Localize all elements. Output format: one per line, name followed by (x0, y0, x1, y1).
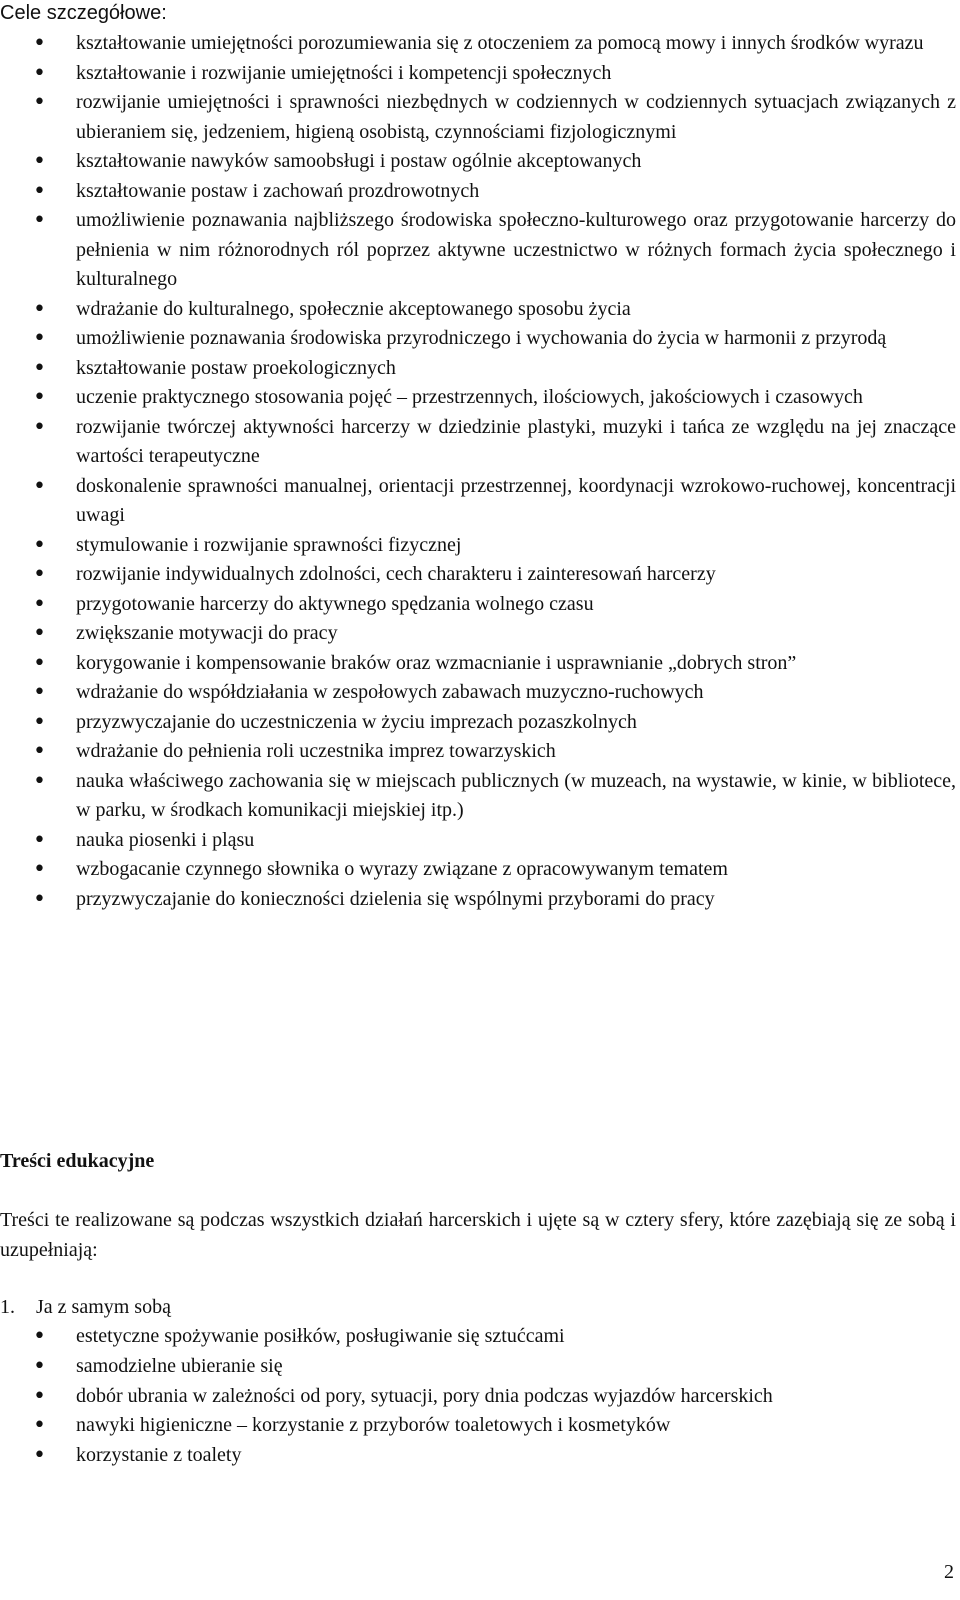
goal-item: • kształtowanie nawyków samoobsługi i postaw ogólnie akceptowanych (0, 147, 960, 177)
goal-item: • zwiększanie motywacji do pracy (0, 619, 960, 649)
goal-item: • kształtowanie postaw proekologicznych (0, 354, 960, 384)
goal-item: • nauka właściwego zachowania się w miejscach publicznych (w muzeach, na wystawie, w kinie, w bibliotece, w parku, w środkach komunikacji miejskiej itp.) (0, 767, 960, 826)
goal-item: • kształtowanie postaw i zachowań prozdrowotnych (0, 177, 960, 207)
goal-item: • wdrażanie do współdziałania w zespołowych zabawach muzyczno-ruchowych (0, 678, 960, 708)
section-title: Ja z samym sobą (36, 1296, 171, 1318)
goal-item: • przygotowanie harcerzy do aktywnego spędzania wolnego czasu (0, 590, 960, 620)
list-item: • estetyczne spożywanie posiłków, posługiwanie się sztućcami (0, 1322, 960, 1352)
goal-item: • umożliwienie poznawania najbliższego środowiska społeczno-kulturowego oraz przygotowanie harcerzy do pełnienia w nim różnorodnych ról poprzez aktywne uczestnictwo w różnych formach życia społecznego i kulturalnego (0, 206, 960, 295)
section-header: Cele szczegółowe: (0, 2, 167, 24)
section-number: 1. (0, 1296, 15, 1318)
list-item: • dobór ubrania w zależności od pory, sytuacji, pory dnia podczas wyjazdów harcerskich (0, 1382, 960, 1412)
content-heading: Treści edukacyjne (0, 1150, 155, 1172)
intro-paragraph: Treści te realizowane są podczas wszystkich działań harcerskich i ujęte są w cztery sfery, które zazębiają się ze sobą i uzupełniają: (0, 1209, 956, 1261)
goal-item: • kształtowanie umiejętności porozumiewania się z otoczeniem za pomocą mowy i innych środków wyrazu (0, 29, 960, 59)
goal-item: • korygowanie i kompensowanie braków oraz wzmacnianie i usprawnianie „dobrych stron” (0, 649, 960, 679)
list-item: • samodzielne ubieranie się (0, 1352, 960, 1382)
page-number: 2 (944, 1561, 954, 1583)
numbered-heading (0, 1292, 960, 1322)
goal-item: • nauka piosenki i pląsu (0, 826, 960, 856)
goal-item: • uczenie praktycznego stosowania pojęć – przestrzennych, ilościowych, jakościowych i czasowych (0, 383, 960, 413)
goal-item: • przyzwyczajanie do uczestniczenia w życiu imprezach pozaszkolnych (0, 708, 960, 738)
goal-item: • stymulowanie i rozwijanie sprawności fizycznej (0, 531, 960, 561)
list-item: • nawyki higieniczne – korzystanie z przyborów toaletowych i kosmetyków (0, 1411, 960, 1441)
goal-item: • doskonalenie sprawności manualnej, orientacji przestrzennej, koordynacji wzrokowo-ruchowej, koncentracji uwagi (0, 472, 960, 531)
goal-item: • kształtowanie i rozwijanie umiejętności i kompetencji społecznych (0, 59, 960, 89)
goals-list (0, 29, 960, 914)
goal-item: • wdrażanie do pełnienia roli uczestnika imprez towarzyskich (0, 737, 960, 767)
goal-item: • rozwijanie indywidualnych zdolności, cech charakteru i zainteresowań harcerzy (0, 560, 960, 590)
subsection-list (0, 1322, 960, 1471)
goal-item: • rozwijanie twórczej aktywności harcerzy w dziedzinie plastyki, muzyki i tańca ze względu na jej znaczące wartości terapeutyczne (0, 413, 960, 472)
goal-item: • wdrażanie do kulturalnego, społecznie akceptowanego sposobu życia (0, 295, 960, 325)
goal-item: • rozwijanie umiejętności i sprawności niezbędnych w codziennych w codziennych sytuacjach związanych z ubieraniem się, jedzeniem, higieną osobistą, czynnościami fizjologicznymi (0, 88, 960, 147)
goal-item: • przyzwyczajanie do konieczności dzielenia się wspólnymi przyborami do pracy (0, 885, 960, 915)
list-item: • korzystanie z toalety (0, 1441, 960, 1471)
goal-item: • umożliwienie poznawania środowiska przyrodniczego i wychowania do życia w harmonii z przyrodą (0, 324, 960, 354)
goal-item: • wzbogacanie czynnego słownika o wyrazy związane z opracowywanym tematem (0, 855, 960, 885)
